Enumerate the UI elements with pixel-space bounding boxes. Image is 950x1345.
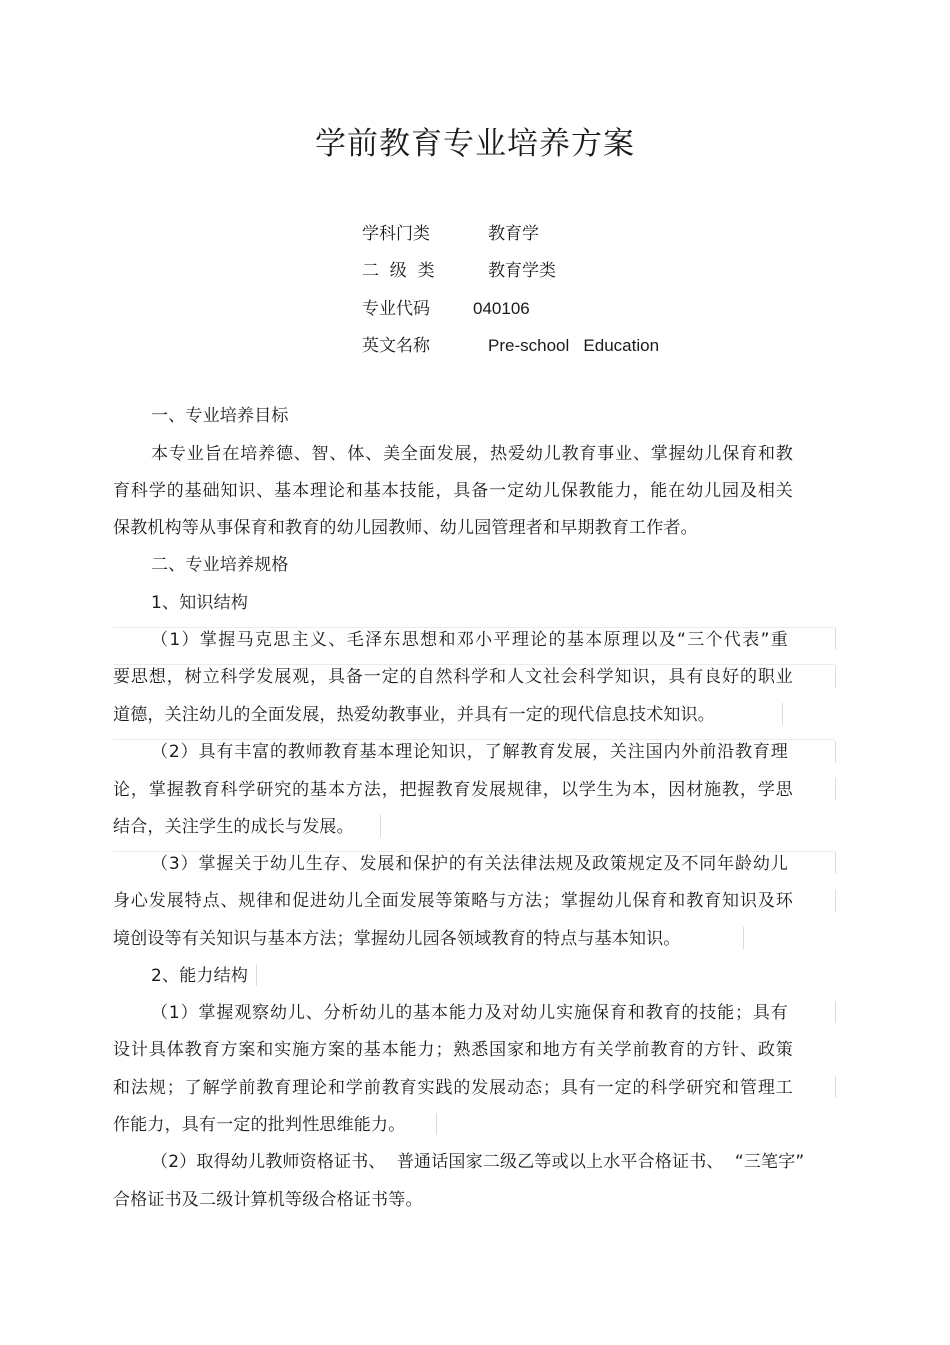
scan-artifact-bar: [835, 890, 836, 912]
section-heading-specs: 二、专业培养规格: [151, 555, 289, 575]
paragraph-line: （2）具有丰富的教师教育基本理论知识，了解教育发展，关注国内外前沿教育理: [151, 742, 788, 762]
scan-artifact-bar: [835, 1001, 836, 1023]
scan-artifact-bar: [835, 852, 836, 874]
scan-artifact-bar: [835, 741, 836, 763]
scan-artifact-bar: [380, 815, 381, 837]
meta-value: 教育学类: [488, 261, 556, 281]
meta-label: 专业代码: [362, 299, 430, 319]
scan-artifact-bar: [835, 628, 836, 650]
meta-label: 二 级 类: [362, 261, 435, 281]
meta-value: Pre-school Education: [488, 336, 660, 355]
scan-artifact-rule: [113, 627, 835, 628]
paragraph-line: 合格证书及二级计算机等级合格证书等。: [113, 1190, 423, 1210]
scan-artifact-bar: [436, 1113, 437, 1135]
paragraph-line: 结合，关注学生的成长与发展。: [113, 817, 354, 837]
paragraph-line: 身心发展特点、规律和促进幼儿全面发展等策略与方法；掌握幼儿保育和教育知识及环: [113, 891, 793, 911]
meta-value: 040106: [473, 299, 530, 318]
scan-artifact-rule: [113, 664, 835, 665]
paragraph-line: 保教机构等从事保育和教育的幼儿园教师、幼儿园管理者和早期教育工作者。: [113, 518, 698, 538]
scan-artifact-bar: [743, 927, 744, 949]
paragraph-line: 道德，关注幼儿的全面发展，热爱幼教事业，并具有一定的现代信息技术知识。: [113, 705, 715, 725]
paragraph-line: 要思想，树立科学发展观，具备一定的自然科学和人文社会科学知识，具有良好的职业: [113, 667, 793, 687]
paragraph-line: （2）取得幼儿教师资格证书、 普通话国家二级乙等或以上水平合格证书、 “三笔字”: [151, 1152, 805, 1172]
paragraph-line: 本专业旨在培养德、智、体、美全面发展，热爱幼儿教育事业、掌握幼儿保育和教: [151, 444, 793, 464]
meta-value: 教育学: [488, 224, 539, 244]
paragraph-line: 设计具体教育方案和实施方案的基本能力；熟悉国家和地方有关学前教育的方针、政策: [113, 1040, 793, 1060]
document-title: 学前教育专业培养方案: [315, 126, 635, 162]
paragraph-line: （3）掌握关于幼儿生存、发展和保护的有关法律法规及政策规定及不同年龄幼儿: [151, 854, 788, 874]
scan-artifact-bar: [256, 964, 257, 986]
scan-artifact-bar: [835, 666, 836, 688]
scan-artifact-bar: [782, 703, 783, 725]
paragraph-line: 论，掌握教育科学研究的基本方法，把握教育发展规律，以学生为本，因材施教，学思: [113, 780, 793, 800]
paragraph-line: 和法规；了解学前教育理论和学前教育实践的发展动态；具有一定的科学研究和管理工: [113, 1078, 793, 1098]
subsection-heading-knowledge: 1、知识结构: [151, 593, 249, 613]
scan-artifact-rule: [113, 851, 835, 852]
paragraph-line: 育科学的基础知识、基本理论和基本技能，具备一定幼儿保教能力，能在幼儿园及相关: [113, 481, 793, 501]
meta-label: 英文名称: [362, 336, 430, 356]
paragraph-line: 作能力，具有一定的批判性思维能力。: [113, 1115, 406, 1135]
paragraph-line: （1）掌握观察幼儿、分析幼儿的基本能力及对幼儿实施保育和教育的技能；具有: [151, 1003, 788, 1023]
scan-artifact-bar: [835, 1076, 836, 1098]
paragraph-line: （1）掌握马克思主义、毛泽东思想和邓小平理论的基本原理以及“三个代表”重: [151, 630, 788, 650]
paragraph-line: 境创设等有关知识与基本方法；掌握幼儿园各领域教育的特点与基本知识。: [113, 929, 681, 949]
scan-artifact-bar: [835, 778, 836, 800]
scan-artifact-rule: [113, 739, 835, 740]
subsection-heading-ability: 2、能力结构: [151, 966, 249, 986]
meta-label: 学科门类: [362, 224, 430, 244]
section-heading-goals: 一、专业培养目标: [151, 406, 289, 426]
